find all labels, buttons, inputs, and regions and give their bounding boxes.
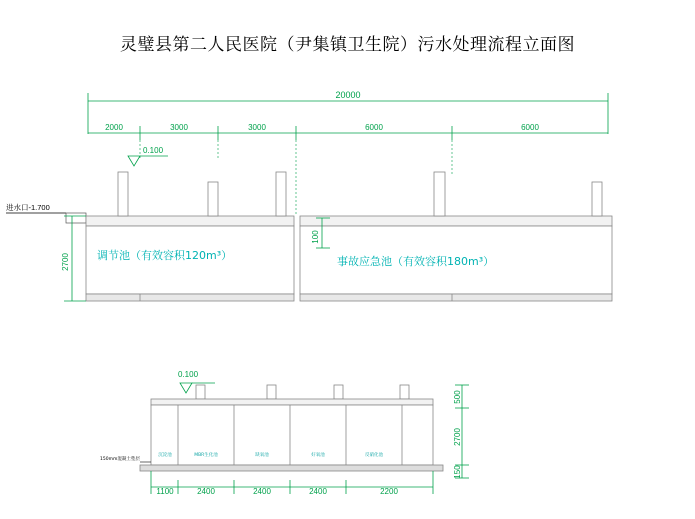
segment-dimension-label-2: 3000 xyxy=(170,123,188,132)
cell-label-4: 好氧池 xyxy=(311,453,325,458)
overall-dimension-label: 20000 xyxy=(335,90,361,100)
lower-elevation-marker-label: 0.100 xyxy=(178,370,199,379)
riser-3 xyxy=(276,172,286,216)
riser-4 xyxy=(434,172,445,216)
lower-right-dimension-label-3: 150 xyxy=(453,465,462,479)
segment-dimension-label-1: 2000 xyxy=(105,123,123,132)
lower-dimension-label-4: 2400 xyxy=(309,487,327,496)
lower-dimension-label-2: 2400 xyxy=(197,487,215,496)
depth-dimension-label: 2700 xyxy=(61,253,70,271)
riser-1 xyxy=(118,172,128,216)
cell-label-1: 沉淀池 xyxy=(158,453,172,458)
inlet-pipe xyxy=(66,213,86,223)
lower-right-dimension-label-2: 2700 xyxy=(453,428,462,446)
left-tank-top-slab xyxy=(86,216,294,226)
lower-plan-group xyxy=(100,370,469,496)
lower-riser-1 xyxy=(196,385,205,399)
cell-label-5: 反硝化池 xyxy=(365,453,383,458)
lower-base-slab xyxy=(140,465,443,471)
left-tank-base xyxy=(86,294,294,301)
cell-label-2: MBR生化池 xyxy=(194,453,218,458)
segment-dimension-label-4: 6000 xyxy=(365,123,383,132)
page-title: 灵璧县第二人民医院（尹集镇卫生院）污水处理流程立面图 xyxy=(120,35,575,55)
lower-riser-4 xyxy=(400,385,409,399)
riser-5 xyxy=(592,182,602,216)
elevation-marker-label: 0.100 xyxy=(143,146,164,155)
tank-label-regulating: 调节池（有效容积120m³） xyxy=(97,249,233,262)
cell-label-3: 缺氧池 xyxy=(255,453,269,458)
lower-dimension-label-5: 2200 xyxy=(380,487,398,496)
riser-2 xyxy=(208,182,218,216)
inlet-label: 进水口-1.700 xyxy=(6,203,50,212)
segment-dimension-label-3: 3000 xyxy=(248,123,266,132)
lower-riser-3 xyxy=(334,385,343,399)
lower-elevation-marker-triangle xyxy=(180,383,192,393)
lower-dimension-label-3: 2400 xyxy=(253,487,271,496)
bedding-note-label: 150mm混凝土垫层 xyxy=(100,457,140,462)
lower-right-dimension-label-1: 500 xyxy=(453,390,462,404)
lower-top-slab xyxy=(151,399,433,405)
wall-dimension-label: 100 xyxy=(311,230,320,244)
right-tank-top-slab xyxy=(300,216,612,226)
segment-dimension-label-5: 6000 xyxy=(521,123,539,132)
right-tank-base xyxy=(300,294,612,301)
lower-riser-2 xyxy=(267,385,276,399)
tank-label-emergency: 事故应急池（有效容积180m³） xyxy=(337,255,495,268)
lower-dimension-label-1: 1100 xyxy=(156,487,174,496)
upper-plan-group xyxy=(6,90,612,301)
elevation-marker-triangle xyxy=(128,156,140,166)
